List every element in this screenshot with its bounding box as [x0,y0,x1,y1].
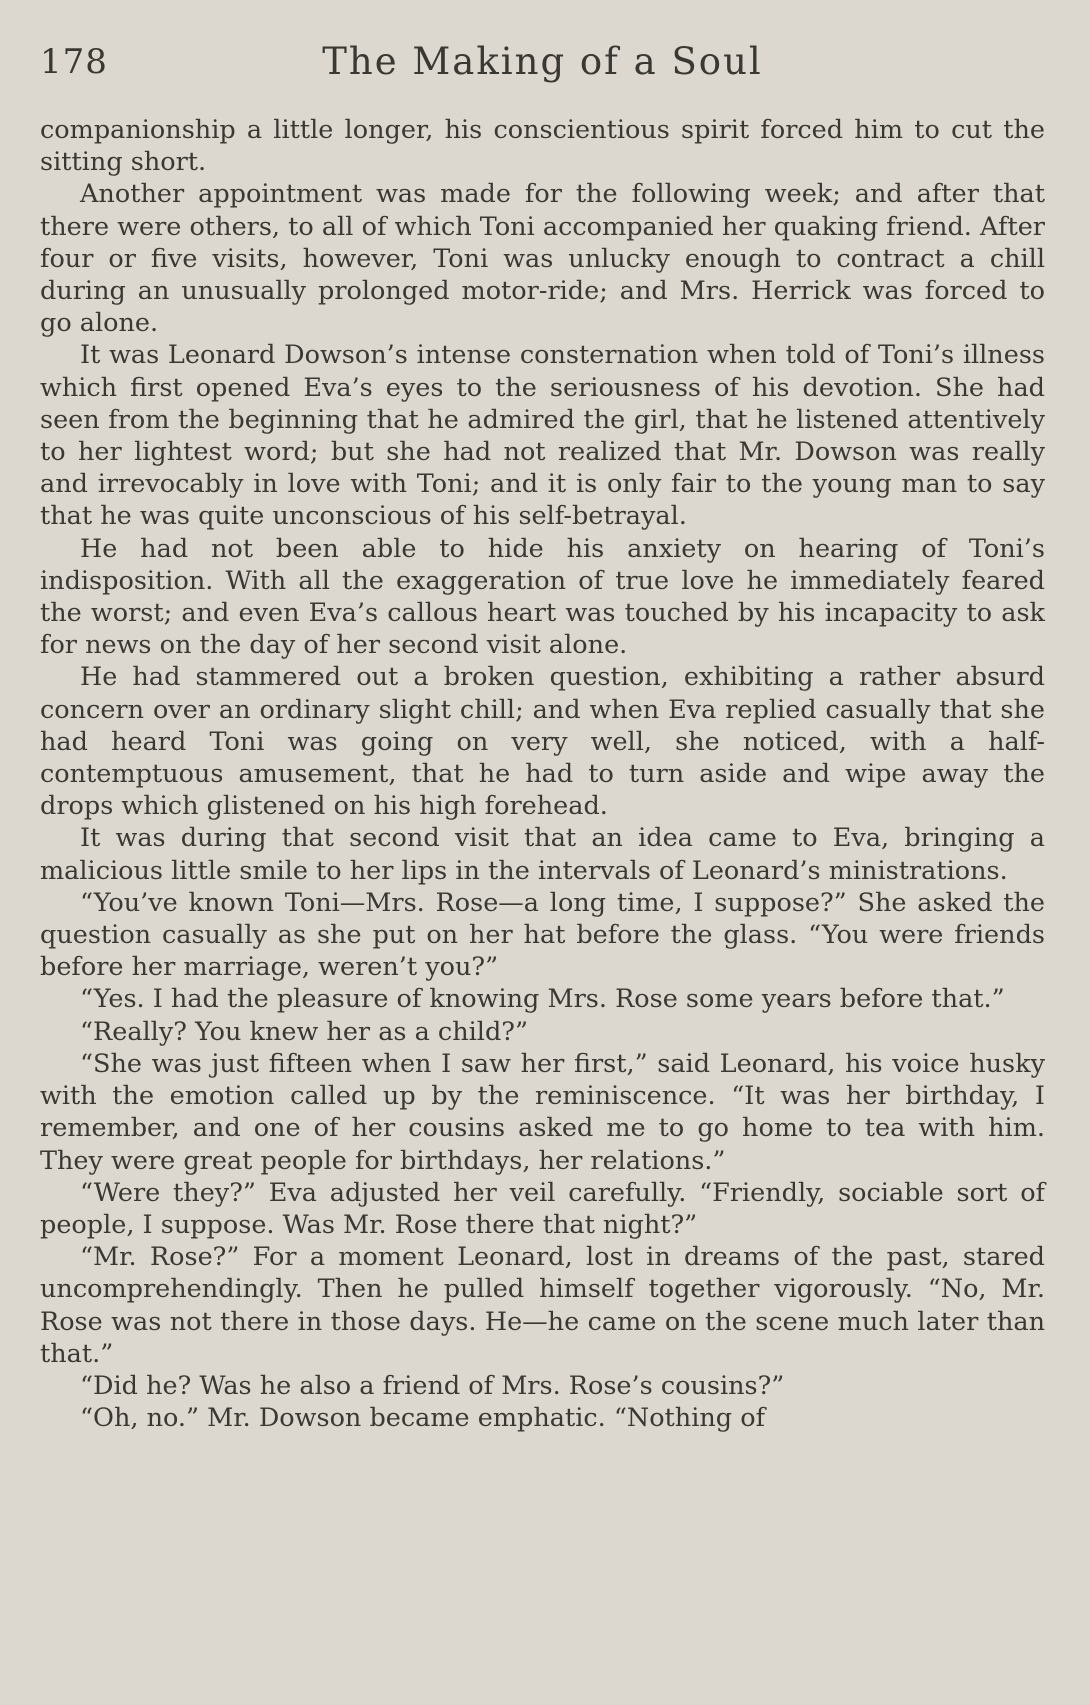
paragraph: “Were they?” Eva adjusted her veil carefully. “Friendly, sociable sort of people, I suppose. Was Mr. Rose there that night?” [40,1177,1045,1240]
paragraph: Another appointment was made for the following week; and after that there were others, to all of which Toni accompanied her quaking friend. After four or five visits, however, Toni was unlucky enough to contract a chill during an unusually prolonged motor-ride; and Mrs. Herrick was forced to go alone. [40,179,1045,339]
page-number: 178 [40,42,108,82]
paragraph: It was during that second visit that an idea came to Eva, bringing a malicious little smile to her lips in the intervals of Leonard’s ministrations. [40,823,1045,886]
paragraph: “Mr. Rose?” For a moment Leonard, lost in dreams of the past, stared uncomprehendingly. Then he pulled himself together vigorously. “No, Mr. Rose was not there in those days. He—he came on the scene much later than that.” [40,1242,1045,1369]
running-title: The Making of a Soul [322,40,763,83]
paragraph: “Really? You knew her as a child?” [80,1016,528,1047]
paragraph: “Yes. I had the pleasure of knowing Mrs. Rose some years before that.” [80,984,1005,1015]
paragraph: He had stammered out a broken question, exhibiting a rather absurd concern over an ordinary slight chill; and when Eva replied casually that she had heard Toni was going on very well, she noticed, with a half-contemptuous amusement, that he had to turn aside and wipe away the drops which glistened on his high forehead. [40,662,1045,822]
page-header [40,40,1045,102]
paragraph: “Oh, no.” Mr. Dowson became emphatic. “Nothing of [80,1403,766,1434]
paragraph: “She was just fifteen when I saw her first,” said Leonard, his voice husky with the emotion called up by the reminiscence. “It was her birthday, I remember, and one of her cousins asked me to go home to tea with him. They were great people for birthdays, her relations.” [40,1048,1045,1176]
paragraph: “You’ve known Toni—Mrs. Rose—a long time, I suppose?” She asked the question casually as she put on her hat before the glass. “You were friends before her marriage, weren’t you?” [40,887,1045,983]
paragraph: It was Leonard Dowson’s intense consternation when told of Toni’s illness which first opened Eva’s eyes to the seriousness of his devotion. She had seen from the beginning that he admired the girl, that he listened attentively to her lightest word; but she had not realized that Mr. Dowson was really and irrevocably in love with Toni; and it is only fair to the young man to say that he was quite unconscious of his self-betrayal. [40,340,1045,532]
paragraph: companionship a little longer, his conscientious spirit forced him to cut the sitting short. [40,115,1045,178]
body-text [40,114,1045,1434]
paragraph: “Did he? Was he also a friend of Mrs. Rose’s cousins?” [80,1370,785,1401]
paragraph: He had not been able to hide his anxiety on hearing of Toni’s indisposition. With all the exaggeration of true love he immediately feared the worst; and even Eva’s callous heart was touched by his incapacity to ask for news on the day of her second visit alone. [40,533,1045,661]
